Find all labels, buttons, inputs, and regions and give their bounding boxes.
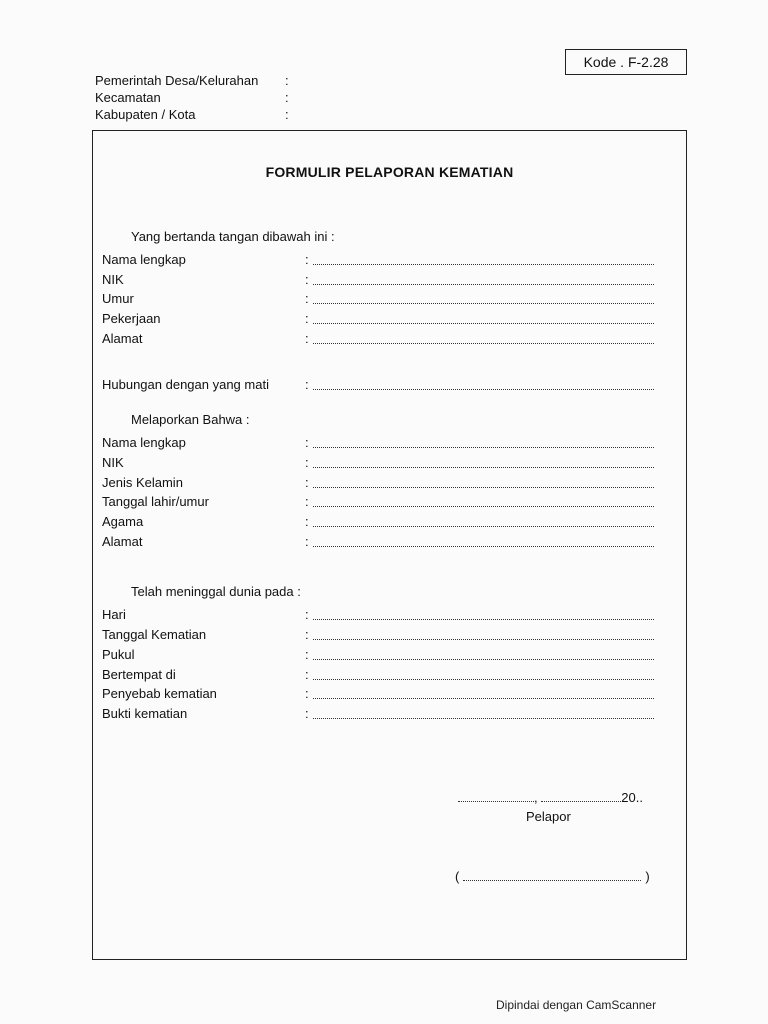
form-frame <box>92 130 687 960</box>
fill-line[interactable] <box>313 698 654 699</box>
field-reporter-age <box>102 290 654 308</box>
field-label: NIK <box>102 455 124 470</box>
header-label: Kabupaten / Kota <box>95 107 196 122</box>
field-deceased-gender <box>102 474 654 492</box>
field-deceased-name <box>102 434 654 452</box>
field-colon: : <box>305 667 309 682</box>
field-label: Bertempat di <box>102 667 176 682</box>
field-colon: : <box>305 607 309 622</box>
open-paren: ( <box>455 869 460 884</box>
field-reporter-name <box>102 251 654 269</box>
fill-line[interactable] <box>313 323 654 324</box>
section-intro: Yang bertanda tangan dibawah ini : <box>131 229 335 244</box>
field-colon: : <box>305 686 309 701</box>
fill-line[interactable] <box>313 639 654 640</box>
signature-name-line <box>455 869 650 884</box>
fill-line[interactable] <box>313 389 654 390</box>
field-colon: : <box>305 377 309 392</box>
fill-line[interactable] <box>313 447 654 448</box>
field-relationship <box>102 376 654 394</box>
fill-line[interactable] <box>541 793 621 802</box>
header-row <box>95 106 295 123</box>
field-label: Hubungan dengan yang mati <box>102 377 269 392</box>
header-row <box>95 72 295 89</box>
field-reporter-nik <box>102 271 654 289</box>
fill-line[interactable] <box>313 718 654 719</box>
fill-line[interactable] <box>313 619 654 620</box>
fill-line[interactable] <box>313 526 654 527</box>
field-label: Bukti kematian <box>102 706 188 721</box>
field-death-cause <box>102 685 654 703</box>
scanner-watermark: Dipindai dengan CamScanner <box>496 998 657 1012</box>
fill-line[interactable] <box>313 506 654 507</box>
fill-line[interactable] <box>313 487 654 488</box>
field-colon: : <box>305 475 309 490</box>
field-label: Tanggal Kematian <box>102 627 207 642</box>
field-colon: : <box>305 494 309 509</box>
field-colon: : <box>305 706 309 721</box>
fill-line[interactable] <box>313 343 654 344</box>
field-reporter-address <box>102 330 654 348</box>
header-row <box>95 89 295 106</box>
field-colon: : <box>305 311 309 326</box>
section-intro: Telah meninggal dunia pada : <box>131 584 301 599</box>
year-prefix: 20 <box>621 790 636 805</box>
field-colon: : <box>305 534 309 549</box>
header-block <box>95 72 295 123</box>
header-colon: : <box>285 73 289 88</box>
close-paren: ) <box>645 869 650 884</box>
field-colon: : <box>305 435 309 450</box>
fill-line[interactable] <box>313 303 654 304</box>
field-deceased-address <box>102 533 654 551</box>
date-comma: , <box>534 790 538 805</box>
field-colon: : <box>305 291 309 306</box>
header-label: Pemerintah Desa/Kelurahan <box>95 73 259 88</box>
field-label: Nama lengkap <box>102 252 186 267</box>
form-code-box <box>565 49 687 75</box>
section-intro: Melaporkan Bahwa : <box>131 412 250 427</box>
field-colon: : <box>305 627 309 642</box>
field-reporter-job <box>102 310 654 328</box>
form-code: Kode . F-2.28 <box>583 54 669 70</box>
field-colon: : <box>305 252 309 267</box>
field-label: NIK <box>102 272 124 287</box>
field-label: Agama <box>102 514 144 529</box>
field-deceased-birth <box>102 493 654 511</box>
header-colon: : <box>285 107 289 122</box>
fill-line[interactable] <box>313 679 654 680</box>
field-label: Alamat <box>102 534 143 549</box>
field-label: Penyebab kematian <box>102 686 217 701</box>
field-colon: : <box>305 514 309 529</box>
field-death-time <box>102 646 654 664</box>
field-death-proof <box>102 705 654 723</box>
fill-line[interactable] <box>313 659 654 660</box>
header-colon: : <box>285 90 289 105</box>
field-label: Alamat <box>102 331 143 346</box>
field-label: Pekerjaan <box>102 311 161 326</box>
field-colon: : <box>305 455 309 470</box>
field-deceased-nik <box>102 454 654 472</box>
field-label: Hari <box>102 607 126 622</box>
fill-line[interactable] <box>458 793 534 802</box>
field-label: Jenis Kelamin <box>102 475 183 490</box>
field-death-date <box>102 626 654 644</box>
field-label: Nama lengkap <box>102 435 186 450</box>
fill-line[interactable] <box>313 264 654 265</box>
fill-line[interactable] <box>313 284 654 285</box>
field-death-place <box>102 666 654 684</box>
signature-date-line: , 20.. <box>458 790 643 805</box>
fill-line[interactable] <box>463 872 641 881</box>
header-label: Kecamatan <box>95 90 161 105</box>
form-title: FORMULIR PELAPORAN KEMATIAN <box>265 164 514 180</box>
field-colon: : <box>305 272 309 287</box>
fill-line[interactable] <box>313 546 654 547</box>
field-death-day <box>102 606 654 624</box>
field-label: Pukul <box>102 647 135 662</box>
field-label: Umur <box>102 291 134 306</box>
field-deceased-religion <box>102 513 654 531</box>
signature-role: Pelapor <box>526 809 571 824</box>
field-label: Tanggal lahir/umur <box>102 494 209 509</box>
field-colon: : <box>305 331 309 346</box>
field-colon: : <box>305 647 309 662</box>
fill-line[interactable] <box>313 467 654 468</box>
